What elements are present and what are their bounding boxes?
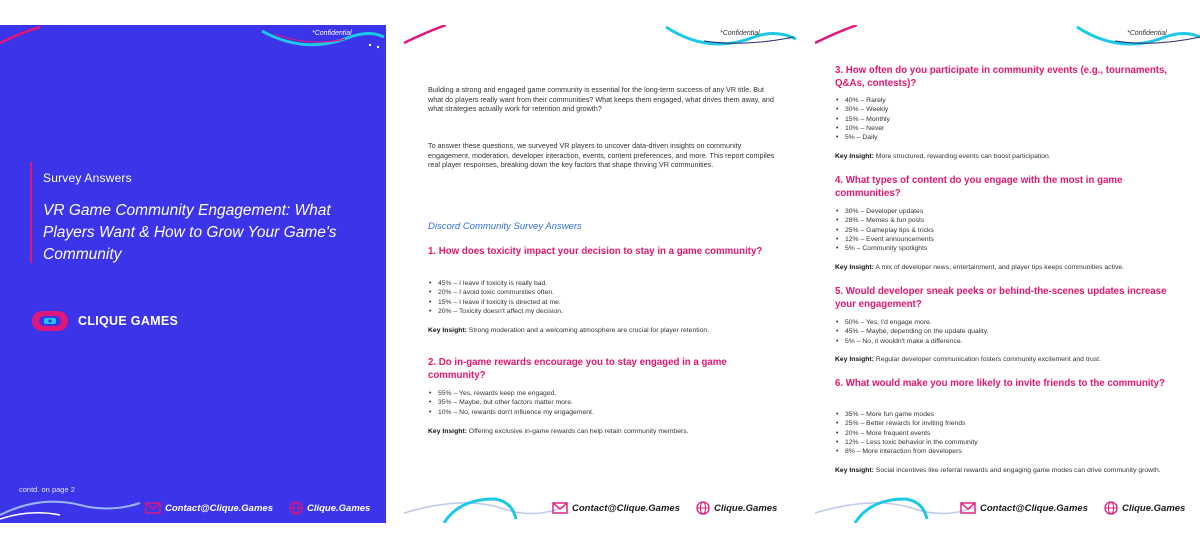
question-6-answers <box>835 410 1175 456</box>
confidential-label: *Confidential <box>1127 30 1167 37</box>
footer-site-link[interactable]: Clique.Games <box>713 502 778 514</box>
insight-label: Key Insight: <box>835 153 874 160</box>
question-3-insight <box>835 152 1190 161</box>
question-3-answers <box>835 96 1175 142</box>
answer-item: • 28% – Memes & fun posts <box>835 216 1175 225</box>
answer-item: • 55% – Yes, rewards keep me engaged. <box>428 389 768 398</box>
question-1-title: 1. How does toxicity impact your decision to stay in a game community? <box>428 246 763 257</box>
footer-email-link[interactable]: Contact@Clique.Games <box>980 502 1088 514</box>
answer-item: • 25% – Better rewards for inviting friends <box>835 419 1175 428</box>
answer-item: • 15% – Monthly <box>835 115 1175 124</box>
cover-title: VR Game Community Engagement: What Players Want & How to Grow Your Game's Community <box>43 202 337 263</box>
confidential-label: *Confidential <box>720 30 760 37</box>
answer-item: • 30% – Developer updates <box>835 207 1175 216</box>
answer-item: • 12% – Event announcements <box>835 235 1175 244</box>
envelope-icon <box>552 502 568 514</box>
answer-item: • 5% – Daily <box>835 133 1175 142</box>
question-5-answers <box>835 318 1175 346</box>
question-2-title: 2. Do in-game rewards encourage you to stay engaged in a game community? <box>428 357 727 381</box>
question-4-insight <box>835 263 1195 272</box>
answer-item: • 50% – Yes, I'd engage more. <box>835 318 1175 327</box>
confidential-label: *Confidential <box>312 30 352 37</box>
answer-item: • 10% – No, rewards don't influence my engagement. <box>428 408 768 417</box>
survey-heading: Discord Community Survey Answers <box>428 221 582 232</box>
insight-text: Offering exclusive in-game rewards can help retain community members. <box>468 428 689 435</box>
insight-label: Key Insight: <box>428 327 467 334</box>
cover-page <box>0 25 386 523</box>
answer-item: • 20% – More frequent events <box>835 429 1175 438</box>
answer-item: • 20% – Toxicity doesn't affect my decision. <box>428 307 768 316</box>
report-page-3 <box>815 25 1200 523</box>
brand-name: CLIQUE GAMES <box>78 314 179 328</box>
answer-item: • 5% – No, it wouldn't make a difference. <box>835 337 1175 346</box>
envelope-icon <box>960 502 976 514</box>
cover-accent-bar <box>30 162 32 263</box>
insight-text: Strong moderation and a welcoming atmosphere are crucial for player retention. <box>468 327 710 334</box>
answer-item: • 30% – Weekly <box>835 105 1175 114</box>
answer-item: • 45% – I leave if toxicity is really bad. <box>428 279 768 288</box>
answer-item: • 45% – Maybe, depending on the update quality. <box>835 327 1175 336</box>
insight-label: Key Insight: <box>428 428 467 435</box>
envelope-icon <box>145 502 161 514</box>
question-4-title: 4. What types of content do you engage with the most in game communities? <box>835 175 1123 199</box>
question-1-insight <box>428 326 778 335</box>
brand-logo <box>30 308 178 334</box>
clique-logo-icon <box>30 308 70 334</box>
footer-site-link[interactable]: Clique.Games <box>1121 502 1186 514</box>
answer-item: • 20% – I avoid toxic communities often. <box>428 288 768 297</box>
footer-site-link[interactable]: Clique.Games <box>306 502 371 514</box>
intro-paragraph-1: Building a strong and engaged game community is essential for the long-term success of any VR title. But what do players really want from their communities? What keeps them engaged, what drives them away, and what strategies actually work for retention and growth? <box>428 85 774 114</box>
footer <box>552 501 777 515</box>
answer-item: • 10% – Never <box>835 124 1175 133</box>
question-5-insight <box>835 355 1195 364</box>
question-6-title: 6. What would make you more likely to invite friends to the community? <box>835 378 1165 389</box>
question-4-answers <box>835 207 1175 253</box>
footer <box>145 501 370 515</box>
continued-note: contd. on page 2 <box>19 485 75 494</box>
answer-item: • 40% – Rarely <box>835 96 1175 105</box>
answer-item: • 15% – I leave if toxicity is directed at me. <box>428 298 768 307</box>
footer <box>960 501 1185 515</box>
question-2-insight <box>428 427 778 436</box>
intro-paragraph-2: To answer these questions, we surveyed VR players to uncover data-driven insights on community engagement, moderation, developer interaction, events, content preferences, and more. This report compiles real player responses, breaking down the key factors that shape thriving VR communities. <box>428 141 775 170</box>
answer-item: • 35% – Maybe, but other factors matter more. <box>428 398 768 407</box>
question-6-insight <box>835 466 1175 475</box>
cover-kicker: Survey Answers <box>43 171 132 185</box>
report-page-2 <box>404 25 797 523</box>
insight-text: Social incentives like referral rewards and engaging game modes can drive community growth. <box>875 467 1161 474</box>
globe-icon <box>289 501 303 515</box>
insight-text: A mix of developer news, entertainment, and player tips keeps communities active. <box>875 264 1125 271</box>
footer-email-link[interactable]: Contact@Clique.Games <box>165 502 273 514</box>
globe-icon <box>696 501 710 515</box>
answer-item: • 25% – Gameplay tips & tricks <box>835 226 1175 235</box>
insight-label: Key Insight: <box>835 467 874 474</box>
question-5-title: 5. Would developer sneak peeks or behind-the-scenes updates increase your engagement? <box>835 286 1167 310</box>
question-2-answers <box>428 389 768 417</box>
decorative-swoosh <box>0 25 386 523</box>
footer-email-link[interactable]: Contact@Clique.Games <box>572 502 680 514</box>
answer-item: • 35% – More fun game modes <box>835 410 1175 419</box>
insight-label: Key Insight: <box>835 356 874 363</box>
insight-text: More structured, rewarding events can boost participation. <box>875 153 1051 160</box>
globe-icon <box>1104 501 1118 515</box>
question-1-answers <box>428 279 768 316</box>
answer-item: • 5% – Community spotlights <box>835 244 1175 253</box>
answer-item: • 12% – Less toxic behavior in the community <box>835 438 1175 447</box>
insight-label: Key Insight: <box>835 264 874 271</box>
answer-item: • 8% – More interaction from developers <box>835 447 1175 456</box>
question-3-title: 3. How often do you participate in community events (e.g., tournaments, Q&As, contests)? <box>835 65 1168 89</box>
insight-text: Regular developer communication fosters community excitement and trust. <box>875 356 1101 363</box>
